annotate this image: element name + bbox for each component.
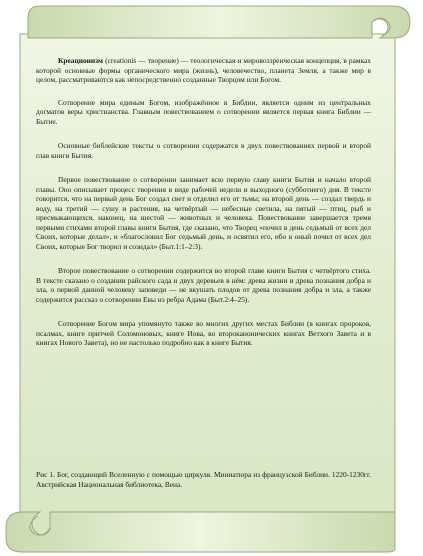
document-body xyxy=(36,56,371,476)
scroll-bottom-roll xyxy=(6,512,395,552)
figure-caption: Рис 1. Бог, создающий Вселенную с помощью циркуля. Миниатюра из французской Библии. 1220-1230гг. Австрийская Национальная библиотека, Вена. xyxy=(36,470,371,489)
paragraph-first-narrative: Первое повествование о сотворении занимает всю первую главу книги Бытия и начало второй главы. Оно описывает процесс творения в виде рабочей недели и выходного (субботнего) дня. В тексте говорится, что на первый день Бог создал свет и отделил его от тьмы; на второй день — создал твердь и воду, на третий — сушу и растения, на четвёртый — небесные светила, на пятый — птиц, рыб и пресмыкающихся, наконец, на шестой — животных и человека. Повествование завершается тремя первыми стихами второй главы книги Бытия, где сказано, что Творец «почил в день седьмый от всех дел Своих, которые делал», и «благословил Бог седьмый день, и освятил его, ибо в оный почил от всех дел Своих, которые Бог творил и созидал» (Быт.1:1–2:3). xyxy=(36,175,371,251)
paragraph-other-mentions: Сотворение Богом мира упомянуто также во многих других местах Библии (в книгах пророков, псалмах, книге притчей Соломоновых, книге Иова, во второканонических книгах Ветхого Завета и в книгах Нового Завета), но не настолько подробно как в книге Бытия. xyxy=(36,319,371,347)
paragraph-creation-dogma: Сотворение мира единым Богом, изображённое в Библии, является одним из центральных догматов веры христианства. Главным повествованием о сотворении является первая книга Библии — Бытие. xyxy=(36,97,371,126)
paragraph-second-narrative: Второе повествование о сотворении содержится во второй главе книги Бытия с четвёртого стиха. В тексте сказано о создании райского сада и двух деревьев в нём: древа жизни и древа познания добра и зла, о первой данной человеку заповеди — не вкушать плодов от древа познания добра и зла, а также содержится рассказ о сотворении Евы из ребра Адама (Быт.2:4–25). xyxy=(36,266,371,304)
paragraph-main-texts: Основные библейские тексты о сотворении содержатся в двух повествованиях первой и второй глав книги Бытия. xyxy=(36,141,371,160)
term-creationism: Креационизм xyxy=(58,56,104,65)
paragraph-definition xyxy=(36,56,371,85)
definition-text: (creationis — творение) — теологическая и мировоззренческая концепция, в рамках которой основные формы органического мира (жизнь), человечество, планета Земля, а также мир в целом, рассматриваются как непосредственно созданные Творцом или Богом. xyxy=(36,56,371,84)
scroll-top-roll xyxy=(28,6,410,38)
